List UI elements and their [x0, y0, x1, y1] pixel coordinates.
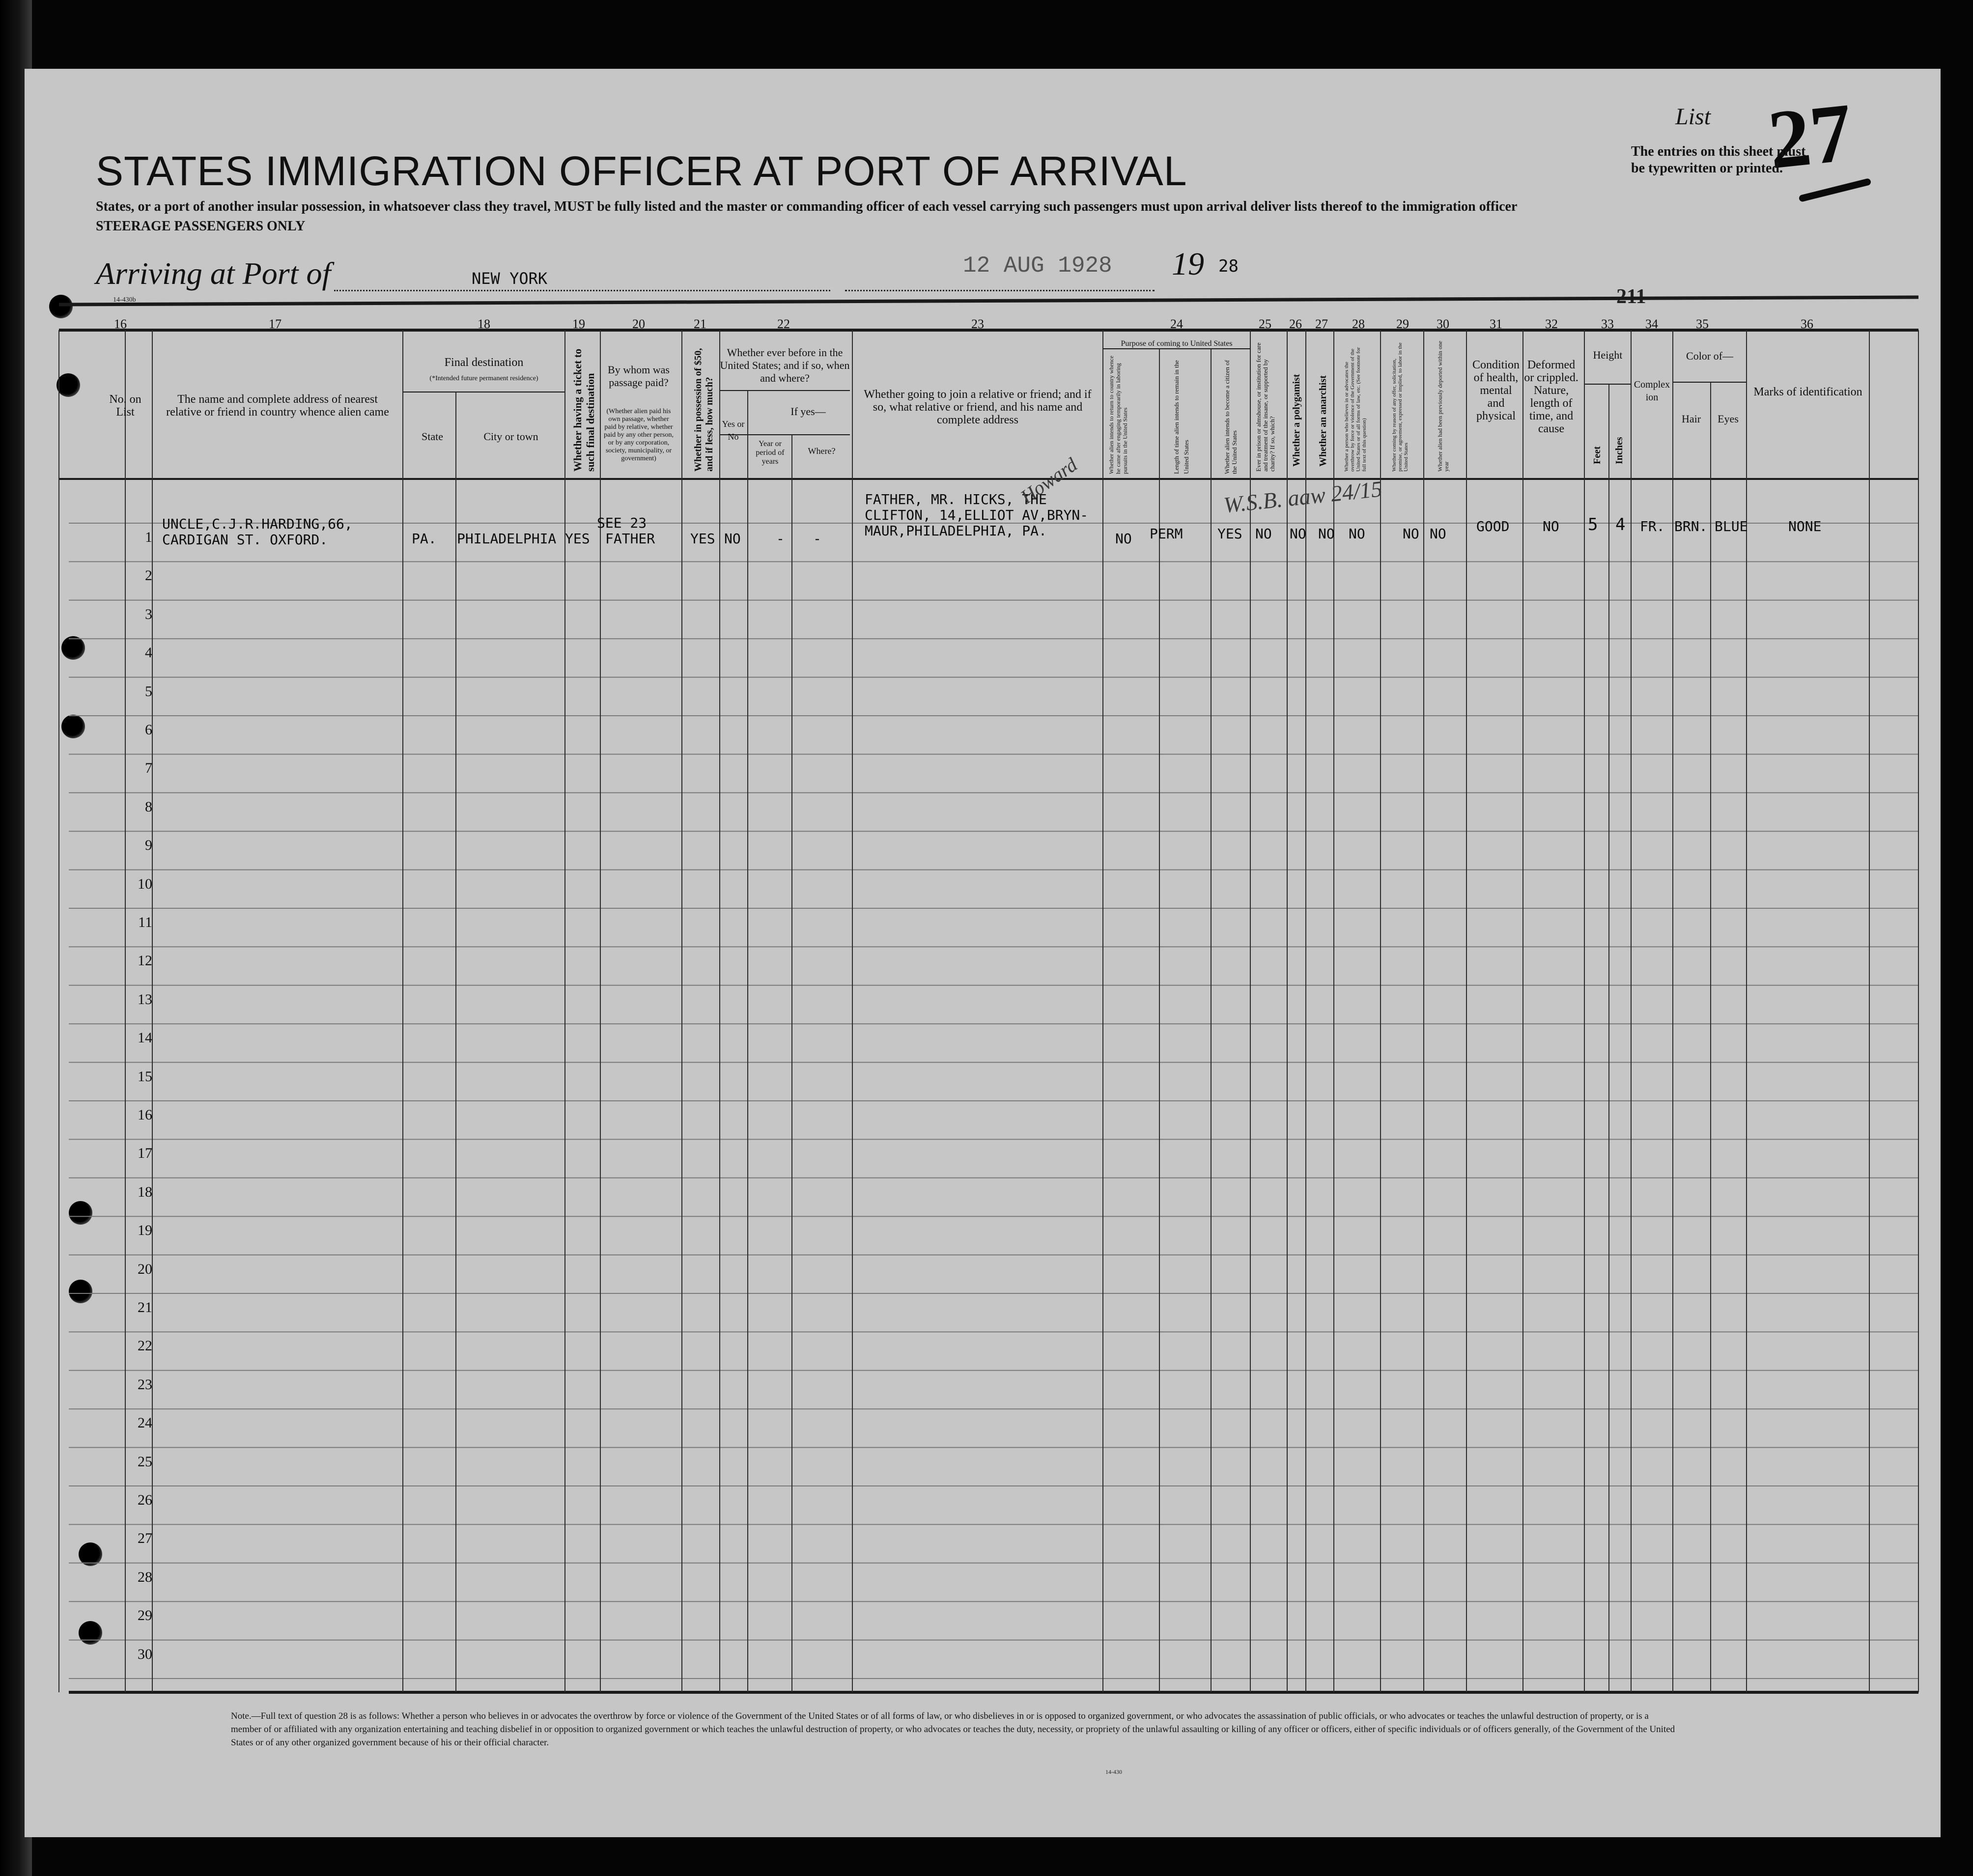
- column-number: 21: [694, 317, 706, 331]
- row-number: 12: [138, 952, 152, 969]
- header-no-on-list: No. on List: [109, 393, 141, 419]
- column-number: 19: [572, 317, 585, 331]
- row-number: 7: [145, 760, 152, 777]
- row-number: 8: [145, 798, 152, 815]
- cell-length: PERM: [1150, 526, 1183, 542]
- header-ticket: Whether having a ticket to such final destination: [571, 348, 596, 472]
- header-labor-contract: Whether coming by reason of any offer, solicitation, promise, or agreement, expressed or implied, to labor in the United States: [1391, 342, 1409, 472]
- arriving-label: Arriving at Port of: [96, 256, 331, 291]
- cell-before: NO: [724, 531, 741, 547]
- cell-ticket: YES: [565, 531, 590, 547]
- document-title: STATES IMMIGRATION OFFICER AT PORT OF ARRIVAL: [96, 148, 1187, 194]
- header-join-relative: Whether going to join a relative or friend; and if so, what relative or friend, and his name and complete address: [864, 388, 1092, 426]
- header-before-in-us: Whether ever before in the United States; and if so, when and where?: [720, 346, 850, 384]
- header-nearest-relative: The name and complete address of nearest relative or friend in country whence alien came: [166, 393, 389, 419]
- column-number: 29: [1396, 317, 1409, 331]
- header-feet: Feet: [1592, 446, 1603, 464]
- header-complexion: Complexion: [1634, 379, 1670, 403]
- column-number: 26: [1289, 317, 1302, 331]
- year-prefix: 19: [1172, 246, 1204, 282]
- row-number: 20: [138, 1260, 152, 1277]
- column-number: 35: [1696, 317, 1709, 331]
- row-number: 29: [138, 1607, 152, 1624]
- header-anarchist: Whether an anarchist: [1318, 375, 1328, 467]
- cell-join-line3: MAUR,PHILADELPHIA, PA.: [865, 523, 1047, 539]
- header-health: Condition of health, mental and physical: [1472, 359, 1520, 422]
- column-number: 22: [777, 317, 790, 331]
- header-passage-paid: By whom was passage paid?: [608, 364, 670, 389]
- header-inches: Inches: [1614, 437, 1625, 464]
- header-fifty-dollars: Whether in possession of $50, and if less, how much?: [693, 348, 715, 472]
- cell-eyes: BLUE: [1715, 518, 1748, 534]
- column-number: 30: [1437, 317, 1449, 331]
- header-marks: Marks of identification: [1753, 386, 1862, 398]
- row-number: 18: [138, 1183, 152, 1200]
- column-number: 36: [1801, 317, 1813, 331]
- year-suffix: 28: [1218, 256, 1239, 276]
- cell-relative-line2: CARDIGAN ST. OXFORD.: [162, 532, 328, 548]
- port-value: NEW YORK: [472, 269, 548, 288]
- column-number: 17: [269, 317, 282, 331]
- passenger-class: STEERAGE PASSENGERS ONLY: [96, 219, 306, 234]
- cell-paid-by: FATHER: [605, 531, 655, 547]
- cell-feet: 5: [1588, 515, 1598, 534]
- row-number: 5: [145, 683, 152, 700]
- row-number: 3: [145, 606, 152, 622]
- footnote: Note.—Full text of question 28 is as follows: Whether a person who believes in or advocates the overthrow by force or violence of the Government of the United States or of all forms of law, or who disbelieves in or is opposed to organized government, or who advocates the assassination of public officials, or who advocates or teaches the unlawful destruction of property, or is a member of or affiliated with any organization entertaining and teaching disbelief in or opposition to organized government or which teaches the unlawful destruction of property, or who advocates or teaches the duty, necessity, or propriety of the unlawful assaulting or killing of any officer or officers, either of specific individuals or of officers generally, of the Government of the United States or of any other organized government because of his or their official character.: [231, 1711, 1675, 1748]
- header-if-yes: If yes—: [790, 405, 826, 418]
- header-purpose: Purpose of coming to United States: [1121, 339, 1233, 348]
- cell-return: NO: [1115, 531, 1132, 547]
- cell-polygamist: NO: [1290, 526, 1306, 542]
- form-code: 14-430b: [113, 296, 136, 304]
- row-number: 17: [138, 1145, 152, 1162]
- header-polygamist: Whether a polygamist: [1291, 374, 1302, 467]
- header-instructions: States, or a port of another insular possession, in whatsoever class they travel, MUST be fully listed and the master or commanding officer of each vessel carrying such passengers must upon arrival deliver lists thereof to the immigration officer: [96, 199, 1518, 214]
- list-number: 27: [1764, 85, 1857, 187]
- header-citizen: Whether alien intends to become a citizen of the United States: [1223, 360, 1238, 474]
- header-prison: Ever in prison or almshouse, or institution for care and treatment of the insane, or supported by charity? If so, which?: [1255, 342, 1276, 472]
- cell-hair: BRN.: [1674, 518, 1708, 534]
- page-number: 211: [1616, 285, 1646, 308]
- header-passage-paid-sub: (Whether alien paid his own passage, whether paid by relative, whether paid by any other person, or by any corporation, society, municipality, or government): [604, 408, 674, 462]
- cell-relative-line1: UNCLE,C.J.R.HARDING,66,: [162, 516, 353, 532]
- row-number: 15: [138, 1068, 152, 1085]
- date-stamp: 12 AUG 1928: [963, 253, 1112, 279]
- row-number: 23: [138, 1376, 152, 1393]
- row-number: 6: [145, 722, 152, 738]
- cell-where: -: [813, 531, 821, 547]
- row-number: 2: [145, 567, 152, 584]
- header-length: Length of time alien intends to remain in the United States: [1173, 360, 1190, 474]
- cell-paid-note: SEE 23: [597, 515, 647, 531]
- column-number: 28: [1352, 317, 1365, 331]
- column-number: 33: [1601, 317, 1614, 331]
- cell-complexion: FR.: [1640, 518, 1665, 534]
- cell-overthrow: NO: [1349, 526, 1365, 542]
- column-number: 27: [1315, 317, 1328, 331]
- column-number: 25: [1259, 317, 1271, 331]
- column-number: 23: [971, 317, 984, 331]
- cell-prison: NO: [1255, 526, 1272, 542]
- cell-marks: NONE: [1788, 518, 1822, 534]
- header-city: City or town: [483, 430, 538, 443]
- row-number: 19: [138, 1222, 152, 1239]
- header-final-destination-sub: (*Intended future permanent residence): [429, 375, 538, 382]
- header-where: Where?: [808, 446, 836, 456]
- cell-join-line1: FATHER, MR. HICKS, THE: [865, 491, 1047, 507]
- header-hair: Hair: [1681, 413, 1701, 425]
- row-number: 1: [145, 529, 152, 545]
- header-deformed: Deformed or crippled. Nature, length of time, and cause: [1524, 359, 1578, 435]
- handwritten-note: Howard: [1016, 453, 1081, 508]
- row-number: 27: [138, 1530, 152, 1547]
- cell-inches: 4: [1615, 515, 1626, 534]
- cell-health: GOOD: [1476, 518, 1510, 534]
- footnote-code: 14-430: [1105, 1768, 1122, 1775]
- cell-money: YES: [690, 531, 715, 547]
- header-final-destination: Final destination: [444, 356, 524, 369]
- row-number: 9: [145, 837, 152, 854]
- handwritten-annotation: W.S.B. aaw 24/15: [1222, 476, 1383, 518]
- row-number: 13: [138, 991, 152, 1008]
- list-label: List: [1675, 104, 1711, 130]
- column-number: 34: [1645, 317, 1658, 331]
- column-number: 16: [114, 317, 127, 331]
- row-number: 10: [138, 875, 152, 892]
- row-number: 22: [138, 1338, 152, 1354]
- header-state: State: [422, 430, 443, 443]
- column-number: 24: [1170, 317, 1183, 331]
- row-number: 25: [138, 1453, 152, 1470]
- row-number: 21: [138, 1299, 152, 1316]
- cell-join-line2: CLIFTON, 14,ELLIOT AV,BRYN-: [865, 507, 1089, 523]
- cell-state: PA.: [412, 531, 437, 547]
- row-number: 16: [138, 1107, 152, 1123]
- row-number: 30: [138, 1646, 152, 1662]
- column-number: 31: [1490, 317, 1502, 331]
- row-number: 24: [138, 1415, 152, 1431]
- row-number: 4: [145, 644, 152, 661]
- cell-citizen: YES: [1217, 526, 1242, 542]
- row-number: 28: [138, 1568, 152, 1585]
- column-number: 32: [1545, 317, 1558, 331]
- header-yes-no: Yes or No: [722, 419, 745, 442]
- cell-anarchist: NO: [1318, 526, 1335, 542]
- cell-deformed: NO: [1543, 518, 1559, 534]
- header-overthrow: Whether a person who believes in or advocates the overthrow by force or violence of the Government of the United States or of all forms of law, etc. (See footnote for full text of this question): [1344, 347, 1367, 472]
- row-number: 14: [138, 1030, 152, 1046]
- typing-instructions-2: be typewritten or printed.: [1631, 161, 1783, 176]
- column-number: 18: [478, 317, 490, 331]
- header-return: Whether alien intends to return to country whence he came after engaging temporarily in laboring pursuits in the United States: [1108, 356, 1128, 474]
- cell-years: -: [776, 531, 785, 547]
- cell-city: PHILADELPHIA: [457, 531, 557, 547]
- typing-instructions-1: The entries on this sheet must: [1631, 144, 1806, 159]
- row-number: 11: [138, 914, 152, 930]
- header-deported: Whether alien had been previously deported within one year: [1437, 340, 1450, 472]
- column-number: 20: [632, 317, 645, 331]
- header-eyes: Eyes: [1718, 413, 1739, 425]
- cell-labor: NO: [1403, 526, 1419, 542]
- header-color: Color of—: [1686, 350, 1733, 362]
- cell-deported: NO: [1430, 526, 1446, 542]
- row-number: 26: [138, 1492, 152, 1508]
- header-height: Height: [1593, 349, 1623, 361]
- header-year: Year or period of years: [756, 440, 785, 466]
